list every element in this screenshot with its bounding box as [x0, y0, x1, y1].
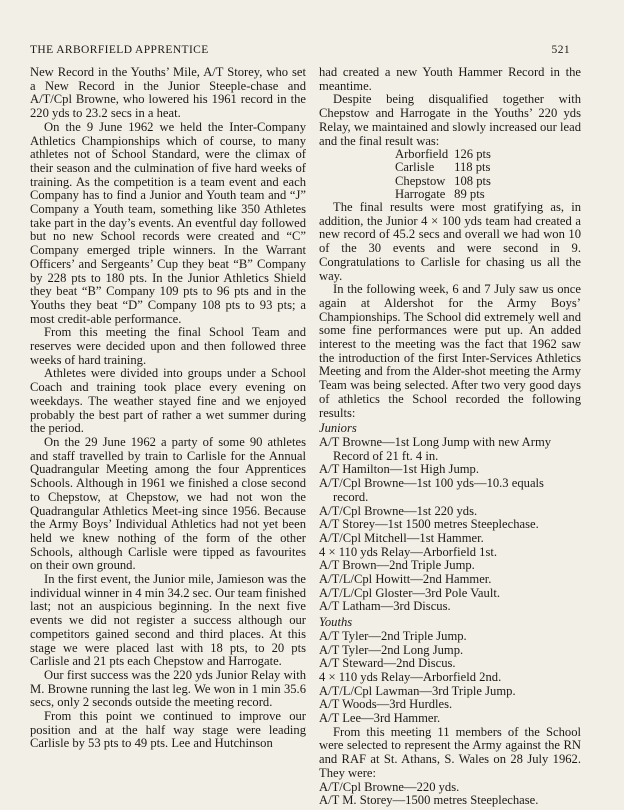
paragraph: From this meeting 11 members of the School were selected to represent the Army against the RN and RAF at St. Athans, S. Wales on 28 July 1962. They were: — [319, 724, 581, 780]
result-item: A/T Woods—3rd Hurdles. — [319, 697, 453, 712]
team-points: 108 pts — [454, 173, 491, 188]
youths-results-list — [319, 630, 581, 726]
selected-item: A/T M. Storey—1500 metres Steeplechase. — [319, 793, 539, 808]
team-points: 118 pts — [454, 160, 491, 175]
paragraph: From this meeting the final School Team and reserves were decided upon and then followed three weeks of hard training. — [30, 325, 306, 367]
result-item: A/T Brown—2nd Triple Jump. — [319, 558, 475, 573]
result-item: A/T Lee—3rd Hammer. — [319, 711, 441, 726]
paragraph: New Record in the Youths’ Mile, A/T Storey, who set a New Record in the Junior Steeple-chase and A/T/Cpl Browne, who lowered his 1961 record in the 220 yds to 23.2 secs in a heat. — [30, 65, 306, 121]
result-item: A/T/Cpl Browne—1st 220 yds. — [319, 503, 478, 518]
result-item: A/T/Cpl Mitchell—1st Hammer. — [319, 530, 484, 545]
result-item: A/T Tyler—2nd Long Jump. — [319, 642, 464, 657]
selected-item: A/T/Cpl Browne—220 yds. — [319, 779, 460, 794]
team-name: Harrogate — [395, 186, 446, 201]
paragraph: In the first event, the Junior mile, Jamieson was the individual winner in 4 min 34.2 sec. Our team finished last; not an auspicious beginning. In the next five events we did not register a success although our competitors gained second and third places. At this stage we were placed last with 18 pts, to 20 pts Carlisle and 21 pts each Chepstow and Harrogate. — [30, 572, 306, 669]
result-item: A/T/L/Cpl Lawman—3rd Triple Jump. — [319, 683, 516, 698]
left-column — [30, 66, 306, 751]
result-item: A/T/L/Cpl Howitt—2nd Hammer. — [319, 572, 492, 587]
result-item: A/T Hamilton—1st High Jump. — [319, 462, 479, 477]
paragraph: Our first success was the 220 yds Junior Relay with M. Browne running the last leg. We won in 1 min 35.6 secs, only 2 seconds outside the meeting record. — [30, 667, 306, 710]
paragraph: In the following week, 6 and 7 July saw us once again at Aldershot for the Army Boys’ Championships. The School did extremely well and some fine performances were put up. An added interest to the meeting was the fact that 1962 saw the introduction of the first Inter-Services Athletics Meeting and from the Alder-shot meeting the Army Team was being selected. After two very good days of athletics the School recorded the following results: — [319, 282, 581, 420]
running-title: THE ARBORFIELD APPRENTICE — [30, 44, 209, 56]
score-row — [395, 161, 491, 174]
result-item: A/T/Cpl Browne—1st 100 yds—10.3 equals record. — [319, 476, 544, 504]
result-item: A/T Latham—3rd Discus. — [319, 599, 451, 614]
result-item: A/T Browne—1st Long Jump with new Army Record of 21 ft. 4 in. — [319, 434, 552, 463]
result-item: A/T Steward—2nd Discus. — [319, 656, 456, 671]
result-item: A/T Storey—1st 1500 metres Steeplechase. — [319, 517, 539, 532]
youths-heading: Youths — [319, 615, 353, 630]
team-name: Arborfield — [395, 147, 449, 162]
juniors-heading: Juniors — [319, 421, 357, 436]
juniors-results-list — [319, 436, 581, 614]
result-item: A/T/L/Cpl Gloster—3rd Pole Vault. — [319, 585, 500, 600]
paragraph: had created a new Youth Hammer Record in the meantime. — [319, 65, 581, 93]
paragraph: The final results were most gratifying as, in addition, the Junior 4 × 100 yds team had created a new record of 45.2 secs and overall we had won 10 of the 30 events and were second in 9. Congratulations to Carlisle for chasing us all the way. — [319, 200, 581, 283]
result-item: 4 × 110 yds Relay—Arborfield 2nd. — [319, 669, 502, 684]
page-number: 521 — [551, 44, 570, 56]
team-name: Chepstow — [395, 173, 446, 188]
final-scores-table — [395, 148, 491, 201]
paragraph: From this point we continued to improve our position and at the half way stage were leading Carlisle by 53 pts to 49 pts. Lee and Hutchinson — [30, 709, 306, 751]
result-item: 4 × 110 yds Relay—Arborfield 1st. — [319, 544, 498, 559]
team-points: 89 pts — [454, 186, 485, 201]
team-name: Carlisle — [395, 160, 435, 175]
paragraph: On the 9 June 1962 we held the Inter-Company Athletics Championships which of course, to many athletes not of School Standard, were the climax of their season and the culmination of five hard weeks of training. As the competition is a team event and each Company has to find a Junior and Youth team and “J” Company a Youth team, something like 350 Athletes take part in the day’s events. An eventful day followed but no new School records were created and “C” Company emerged triple winners. In the Warrant Officers’ and Sergeants’ Cup they beat “B” Company by 228 pts to 180 pts. In the Junior Athletics Shield they beat “B” Company 109 pts to 96 pts and in the Youths they beat “D” Company 108 pts to 93 pts; a most credit-able performance. — [30, 119, 306, 326]
paragraph: Athletes were divided into groups under a School Coach and training took place every evening on weekdays. The weather stayed fine and we enjoyed probably the best part of rather a wet summer during the period. — [30, 366, 306, 436]
right-column — [319, 66, 581, 808]
paragraph: On the 29 June 1962 a party of some 90 athletes and staff travelled by train to Carlisle for the Annual Quadrangular Meeting among the four Apprentices Schools. Although in 1961 we finished a close second to Chepstow, at Chepstow, we had not won the Quadrangular Athletics Meet-ing since 1956. Because the Army Boys’ Individual Athletics had not yet been held we knew nothing of the form of the other Schools, although Carlisle were tipped as favourites on their own ground. — [30, 434, 306, 573]
result-item: A/T Tyler—2nd Triple Jump. — [319, 628, 467, 643]
score-row — [395, 175, 491, 188]
paragraph: Despite being disqualified together with Chepstow and Harrogate in the Youths’ 220 yds Relay, we maintained and slowly increased our lead and the final result was: — [319, 92, 581, 148]
team-points: 126 pts — [454, 147, 491, 162]
selected-athletes-list — [319, 781, 581, 808]
